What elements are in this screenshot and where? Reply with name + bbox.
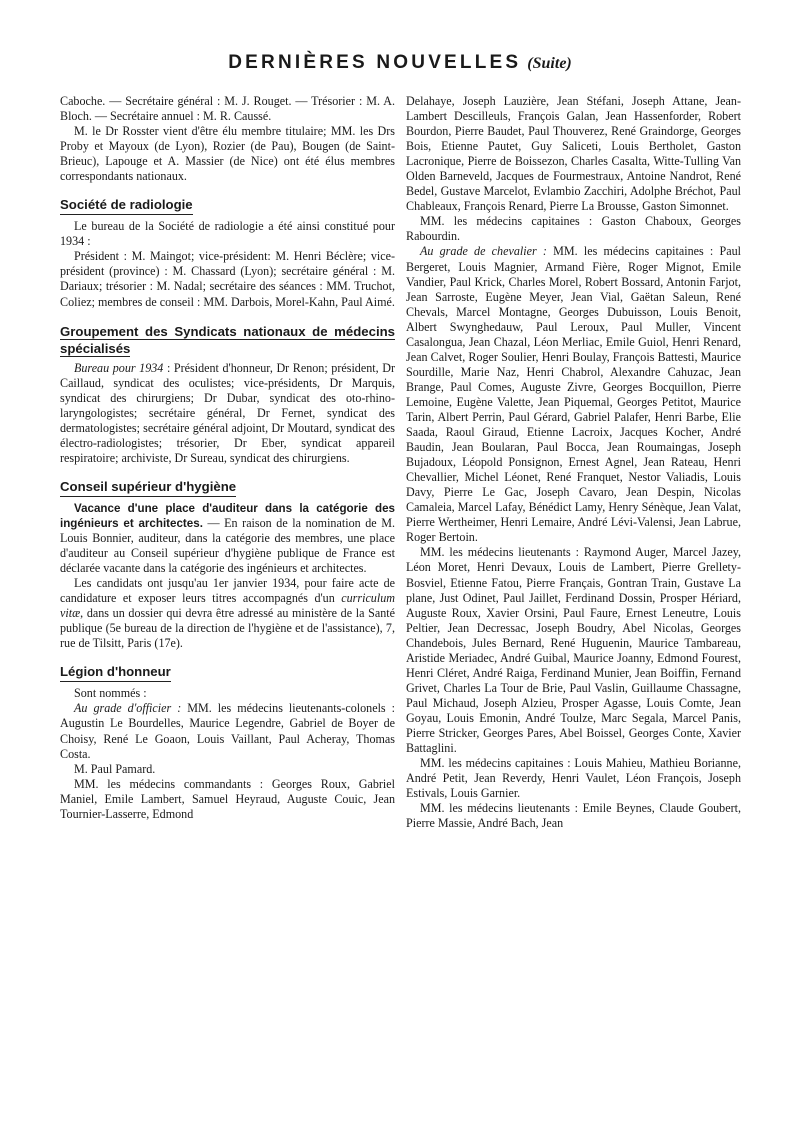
paragraph (60, 576, 395, 651)
page-title (0, 52, 800, 74)
paragraph-text: MM. les médecins capitaines : Paul Bergeret, Louis Magnier, Armand Fière, Roger Mignot, Emile Vandier, Paul Krick, Charles Morel, Robert Bossard, Antonin Farjot, Jean Sarroste, Eugène Meyer, Jean Vial, Gaëtan Saleun, René Chevals, Marcel Montagne, Georges Dubuisson, Louis Benoit, Albert Swynghedauw, Paul Leroux, Paul Muller, Vincent Casalongua, Jean Chazal, Léon Merliac, Emile Guiol, Henri Renard, Jean Calvet, Roger Soulier, Henri Boulay, François Battesti, Maurice Sourdille, Marie Naz, Henri Chabrol, Alexandre Cahuzac, Jean Brange, Paul Comes, Auguste Zivre, Georges Bocquillon, Pierre Lemoine, Eugène Valette, Jean Piquemal, Georges Petitot, Maurice Tarin, Albert Perrin, Paul Gérard, Gabriel Palafer, Henri Barbe, Elie Saada, Raoul Giraud, Etienne Lacroix, Jacques Kocher, André Baudin, Jean Boularan, Paul Bocca, Jean Roumaingas, Joseph Bujadoux, Léopold Ponsignon, Ernest Agnel, Jean Rateau, Henri Chevallier, Michel Léonet, René Franquet, Nestor Valiadis, Louis Davy, Pierre Le Gac, Joseph Cavaro, Jean Despin, Nicolas Camaleia, Marcel Lafay, Bénédict Lamy, Henry Sénèque, Jean Valat, Pierre Wertheimer, Henri Lemaire, André Lévi-Valensi, Jean Labrue, Roger Bertoin. (406, 244, 741, 545)
paragraph-text: : Président d'honneur, Dr Renon; président, Dr Caillaud, syndicat des oculistes; vice-présidents, Dr Marquis, syndicat des chirurgiens; Dr Dubar, syndicat des oto-rhino-laryngologistes; secrétaire général, Dr Fernet, syndicat des dermatologistes; secrétaire général adjoint, Dr Moutard, syndicat des électro-radiologistes; trésorier, Dr Eber, syndicat appareil respiratoire; archiviste, Dr Sureau, syndicat des chirurgiens. (60, 360, 395, 465)
paragraph-italic: curriculum vitæ (60, 591, 395, 621)
paragraph: M. Paul Pamard. (74, 761, 156, 776)
paragraph: Sont nommés : (74, 686, 147, 701)
paragraph (406, 244, 741, 545)
paragraph: MM. les médecins capitaines : Gaston Chaboux, Georges Rabourdin. (406, 214, 741, 244)
section-title-radiologie: Société de radiologie (60, 197, 193, 215)
left-column (60, 94, 395, 822)
section-title-syndicats (60, 323, 395, 357)
paragraph: Caboche. — Secrétaire général : M. J. Rouget. — Trésorier : M. A. Bloch. — Secrétaire annuel : M. R. Caussé. (60, 94, 395, 124)
paragraph: Delahaye, Joseph Lauzière, Jean Stéfani, Joseph Attane, Jean-Lambert Descilleuls, François Galan, Jean Hassenforder, Robert Bourdon, Pierre Baudet, Paul Thouverez, René Graindorge, Georges Bois, Etienne Pautet, Guy Saliceti, Louis Bertholet, Gaston Lacronique, Pierre de Boissezon, Charles Casalta, Witte-Tulling Van Olden Barneveld, Jacques de Fourmestraux, Antoine Nandrot, René Bedel, Gustave Marcelot, Evlambio Zacchiri, Adolphe Bréchot, Paul Chableaux, François Renard, Pierre La Brousse, Gaston Simonnet. (406, 94, 741, 214)
paragraph: Le bureau de la Société de radiologie a été ainsi constitué pour 1934 : (60, 219, 395, 249)
page-title-suite: (Suite) (527, 55, 572, 72)
paragraph (60, 501, 395, 576)
lead-in: Au grade de chevalier : (420, 244, 547, 259)
page-title-text: DERNIÈRES NOUVELLES (228, 52, 522, 73)
section-title-hygiene: Conseil supérieur d'hygiène (60, 479, 236, 497)
paragraph-text: MM. les médecins lieutenants-colonels : Augustin Le Bourdelles, Maurice Legendre, Gabriel de Boyer de Choisy, René Le Goaon, Louis Vaillant, Paul Acheray, Thomas Costa. (60, 701, 396, 761)
paragraph: Président : M. Maingot; vice-président: M. Henri Béclère; vice-président (province) : M. Chassard (Lyon); secrétaire général : M. Dariaux; trésorier : M. Nadal; secrétaire des séances : MM. Truchot, Coliez; membres de conseil : MM. Darbois, Morel-Kahn, Paul Aimé. (60, 249, 395, 309)
paragraph: MM. les médecins capitaines : Louis Mahieu, Mathieu Borianne, André Petit, Jean Reverdy, Henri Vaulet, Léon François, Joseph Estivals, Louis Garnier. (406, 756, 741, 801)
paragraph: MM. les médecins lieutenants : Raymond Auger, Marcel Jazey, Léon Moret, Henri Devaux, Louis de Lambert, Pierre Grellety-Bosviel, Etienne Fatou, Pierre Français, Gontran Train, Gustave La plane, Just Odinet, Paul Jaillet, Ferdinand Dossin, Prosper Hériard, Auguste Roux, Xavier Orsini, Paul Faure, Ernest Leneutre, Louis Peltier, Jean Decressac, Joseph Boudry, Abel Nicolas, Georges Chandebois, Jules Bernard, René Huguenin, Maurice Tambareau, Aristide Meriadec, André Guibal, Maurice Joanny, Edmond Fourest, Henri Cléret, André Raiga, Ferdinand Munier, Jean Boiffin, Fernand Grivet, Charles La Tour de Brie, Paul Vaslin, Guillaume Chassagne, Paul Michaud, Joseph Alzieu, Prosper Agasse, Louis Comte, Jean Goyau, Louis Emonin, André Toulze, Marc Segala, Marcel Panis, Pierre Stricker, Georges Pares, Abel Boissel, Georges Conte, Xavier Battaglini. (406, 545, 741, 756)
paragraph: M. le Dr Rosster vient d'être élu membre titulaire; MM. les Drs Proby et Mayoux (de Lyon), Rozier (de Pau), Bougen (de Saint-Brieuc), Lapouge et A. Massier (de Nice) ont été élus membres correspondants nationaux. (60, 124, 395, 184)
lead-in: Au grade d'officier : (74, 701, 182, 716)
lead-in: Vacance d'une place d'auditeur dans la catégorie des ingénieurs et architectes. (60, 501, 395, 530)
section-title-syndicats-text: Groupement des Syndicats nationaux de médecins spécialisés (60, 323, 395, 356)
paragraph-text: Les candidats ont jusqu'au 1er janvier 1934, pour faire acte de candidature et exposer leurs titres accompagnés d'un (60, 576, 395, 606)
right-column (406, 94, 741, 831)
paragraph-text: , dans un dossier qui devra être adressé au ministère de la Santé publique (5e bureau de la direction de l'hygiène et de l'assistance), 7, rue de Tilsitt, Paris (17e). (60, 606, 395, 651)
paragraph: MM. les médecins commandants : Georges Roux, Gabriel Maniel, Emile Lambert, Samuel Heyraud, Auguste Couic, Jean Tournier-Lasserre, Edmond (60, 776, 395, 821)
paragraph-text: — En raison de la nomination de M. Louis Bonnier, auditeur, dans la catégorie des membres, une place d'auditeur au Conseil supérieur d'hygiène publique de France est déclarée vacante dans la catégorie des ingénieurs et architectes. (60, 515, 395, 576)
paragraph (60, 361, 395, 466)
paragraph (60, 701, 395, 761)
lead-in: Bureau pour 1934 (74, 360, 164, 375)
paragraph: MM. les médecins lieutenants : Emile Beynes, Claude Goubert, Pierre Massie, André Bach, Jean (406, 801, 741, 831)
section-title-legion: Légion d'honneur (60, 664, 171, 682)
